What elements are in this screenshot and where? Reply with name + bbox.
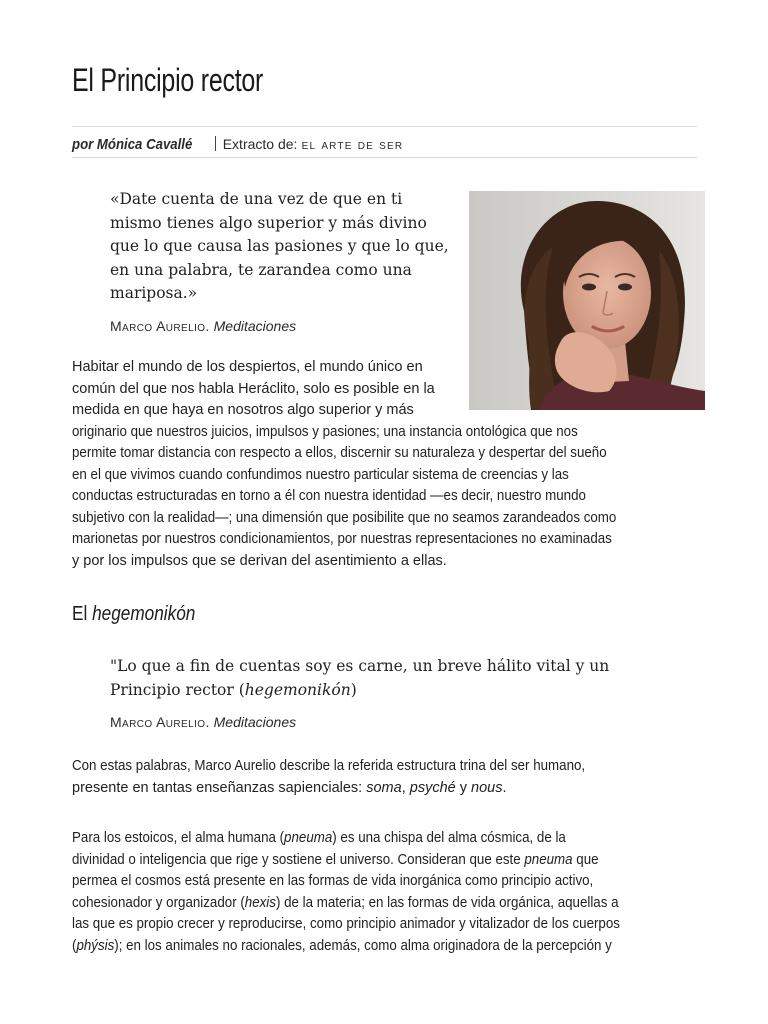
- paragraph-line: subjetivo con la realidad—; una dimensión que posibilite que no seamos zarandeados como: [72, 509, 617, 526]
- paragraph-line: [72, 828, 620, 850]
- paragraph-line: medida en que haya en nosotros algo superior y más: [72, 402, 414, 418]
- text-fragment: cohesionador y organizador (: [72, 894, 245, 911]
- paragraph-line: conductas estructuradas en torno a él con nuestra identidad —es decir, nuestro mundo: [72, 488, 586, 504]
- paragraph-line: Con estas palabras, Marco Aurelio describe la referida estructura trina del ser humano,: [72, 758, 586, 774]
- quote-line: en una palabra, te zarandea como una: [110, 260, 412, 279]
- divider-top: [72, 126, 697, 127]
- quote-citation: [110, 712, 670, 732]
- paragraph-line: [72, 893, 620, 915]
- section-heading-prefix: El: [72, 603, 93, 625]
- paragraph-line: en el que vivimos cuando confundimos nuestro particular sistema de creencias y las: [72, 466, 569, 483]
- quote-text: [110, 188, 455, 306]
- text-fragment: (: [72, 937, 77, 954]
- divider-bottom: [72, 157, 697, 158]
- epigraph-quote: [110, 188, 455, 336]
- quote-line: mismo tienes algo superior y más divino: [110, 213, 427, 232]
- cite-author: Marco Aurelio.: [110, 714, 210, 730]
- quote-fragment: ): [350, 680, 357, 699]
- quote-line: mariposa.»: [110, 284, 198, 302]
- term-pneuma: pneuma: [284, 830, 333, 846]
- extract-label: Extracto de:: [222, 136, 298, 152]
- term-pneuma: pneuma: [524, 851, 573, 868]
- quote-citation: [110, 316, 455, 336]
- body-paragraph: [72, 756, 630, 799]
- book-link[interactable]: el arte de ser: [301, 136, 404, 152]
- paragraph-line: y por los impulsos que se derivan del asentimiento a ellas.: [72, 552, 447, 569]
- quote-line: "Lo que a fin de cuentas soy es carne, un breve hálito vital y un: [110, 657, 610, 675]
- section-heading-term: hegemonikón: [92, 603, 196, 625]
- text-fragment: ,: [401, 779, 410, 796]
- text-fragment: que: [572, 851, 599, 868]
- paragraph-line: marionetas por nuestros condicionamientos, por nuestras representaciones no examinadas: [72, 531, 612, 547]
- quote-line: [110, 679, 670, 703]
- text-fragment: presente en tantas enseñanzas sapienciales:: [72, 779, 367, 796]
- paragraph-line: [72, 936, 620, 958]
- paragraph-line: permite tomar distancia con respecto a ellos, discernir su naturaleza y despertar del sueño: [72, 445, 607, 461]
- quote-line: «Date cuenta de una vez de que en ti: [110, 190, 403, 208]
- quote-line: que lo que causa las pasiones y que lo que,: [110, 237, 449, 255]
- term-physis: phýsis: [76, 937, 115, 954]
- text-fragment: ); en los animales no racionales, además, como alma originadora de la percepción y: [114, 937, 612, 954]
- text-fragment: y: [455, 779, 472, 796]
- term-psyche: psyché: [409, 779, 456, 796]
- paragraph-line: [72, 850, 620, 872]
- paragraph-line: Habitar el mundo de los despiertos, el mundo único en: [72, 359, 423, 375]
- section-quote: [110, 655, 670, 732]
- text-fragment: divinidad o inteligencia que rige y sostiene el universo. Consideran que este: [72, 851, 525, 868]
- body-paragraph: [72, 828, 668, 957]
- term-hexis: hexis: [244, 894, 276, 911]
- text-fragment: .: [502, 779, 507, 796]
- cite-work: Meditaciones: [213, 714, 297, 730]
- byline: [72, 132, 403, 156]
- text-fragment: Para los estoicos, el alma humana (: [72, 830, 285, 846]
- body-paragraph: [72, 357, 664, 572]
- cite-work: Meditaciones: [213, 317, 297, 334]
- term-nous: nous: [471, 779, 503, 796]
- cite-author: Marco Aurelio.: [110, 317, 210, 334]
- author-link[interactable]: por Mónica Cavallé: [72, 136, 193, 153]
- quote-text: [110, 655, 670, 702]
- text-fragment: ) es una chispa del alma cósmica, de la: [332, 830, 566, 846]
- paragraph-line: originario que nuestros juicios, impulsos y pasiones; una instancia ontológica que nos: [72, 423, 578, 440]
- page-title: El Principio rector: [72, 62, 264, 98]
- text-fragment: ) de la materia; en las formas de vida orgánica, aquellas a: [275, 894, 619, 911]
- quote-term: hegemonikón: [244, 680, 351, 699]
- paragraph-line: permea el cosmos está presente en las formas de vida inorgánica como principio activo,: [72, 873, 594, 889]
- paragraph-line: las que es propio crecer y reproducirse, como principio animador y vitalizador de los cuerpos: [72, 916, 620, 932]
- quote-fragment: Principio rector (: [110, 680, 245, 699]
- section-heading: [72, 600, 195, 628]
- paragraph-line: común del que nos habla Heráclito, solo es posible en la: [72, 380, 435, 397]
- term-soma: soma: [366, 779, 402, 796]
- byline-separator: [215, 136, 216, 151]
- paragraph-line: [72, 778, 630, 800]
